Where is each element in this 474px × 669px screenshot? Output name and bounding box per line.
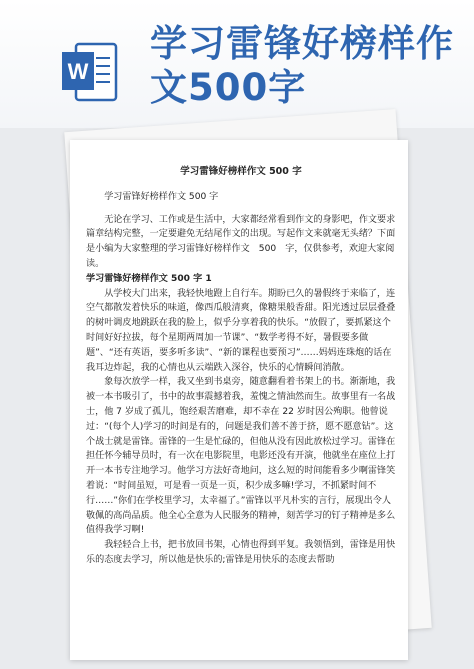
section-heading: 学习雷锋好榜样作文 500 字 1 bbox=[86, 273, 212, 284]
svg-text:W: W bbox=[67, 59, 89, 84]
document-title: 学习雷锋好榜样作文 500 字 bbox=[180, 166, 302, 177]
document-subtitle: 学习雷锋好榜样作文 500 字 bbox=[104, 191, 219, 202]
banner-title-line-1: 学习雷锋好榜样作 bbox=[150, 22, 454, 65]
document-intro: 无论在学习、工作或是生活中，大家都经常看到作文的身影吧，作文要求篇章结构完整，一定要避免无结尾作文的出现。写起作文来就毫无头绪？下面是小编为大家整理的学习雷锋好榜样作文 500 字，仅供参考，欢迎大家阅读。 bbox=[86, 214, 396, 269]
paragraph: 象每次放学一样，我又坐到书桌旁，随意翻看着书架上的书。渐渐地，我被一本书吸引了，书中的故事震撼着我，羞愧之情油然而生。故事里有一名战士，他 7 岁成了孤儿，饱经艰苦磨难，却不幸在 22 岁时因公殉职。他曾说过：“(每个人)学习的时间是有的，问题是我们善不善于挤，愿不愿意钻”。这个战士就是雷锋。雷锋的一生是忙碌的，但他从没有因此放松过学习。雷锋在担任怀今辅导员时，有一次在电影院里，电影还没有开演，他就坐在座位上打开一本书专注地学习。他学习方法好奇地问，这么短的时间能看多少啊雷锋笑着说：“时间虽短，可是看一页是一页，积少成多嘛!学习，不抓紧时间不行……”你们在学校里学习，太幸福了。”雷锋以平凡朴实的言行，展现出令人敬佩的高尚品质。他全心全意为人民服务的精神，刻苦学习的钉子精神是多么值得我学习啊! bbox=[86, 377, 396, 536]
word-icon bbox=[62, 40, 118, 104]
document-body bbox=[86, 165, 396, 568]
banner-title-line-2: 文500字 bbox=[150, 66, 307, 109]
header-banner bbox=[0, 0, 474, 128]
banner-title bbox=[150, 22, 470, 110]
paragraph: 从学校大门出来，我轻快地蹬上自行车。期盼已久的暑假终于来临了，连空气都散发着快乐的味道，像西瓜般清爽，像糖果般香甜。阳光透过层层叠叠的树叶调皮地跳跃在我的脸上，似乎分享着我的快乐。“放假了，要抓紧这个时间好好拉拔，每个星期两周加一节课”、“数学考得不好，暑假要多做题”、“还有英语，要多听多读”、“新的课程也要预习”……妈妈连珠炮的话在我耳边炸起，我的心情也从云端跌入深谷，快乐的心情瞬间消散。 bbox=[86, 288, 396, 373]
paragraph: 我轻轻合上书，把书放回书架，心情也得到平复。我领悟到，雷锋是用快乐的态度去学习，所以他是快乐的;雷锋是用快乐的态度去帮助 bbox=[86, 540, 396, 565]
